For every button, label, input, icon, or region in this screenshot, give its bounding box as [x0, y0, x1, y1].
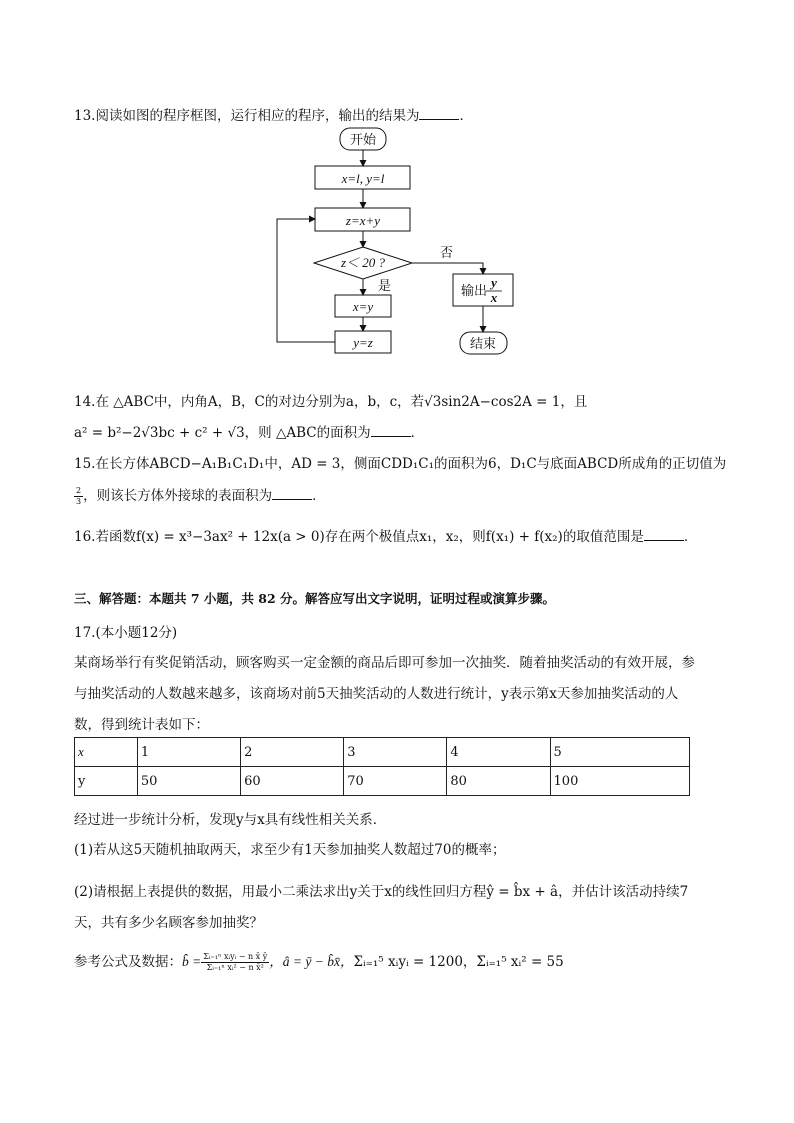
q14-line1-text: 14.在 △ABC中，内角A，B，C的对边分别为a，b，c，若√3sin2A−cos2A = 1，且 — [74, 394, 588, 410]
table-cell: 5 — [550, 738, 689, 767]
q17-paragraph-2: 与抽奖活动的人数越来越多，该商场对前5天抽奖活动的人数进行统计，y表示第x天参加抽奖活动的人 — [74, 686, 679, 702]
flow-assign-x-label: x=y — [352, 299, 374, 314]
table-cell: 60 — [241, 767, 344, 796]
flow-end-label: 结束 — [469, 336, 497, 351]
flow-yes-label: 是 — [378, 278, 392, 293]
table-cell: 100 — [550, 767, 689, 796]
q14-tail: ． — [410, 425, 425, 441]
q16-answer-blank — [644, 528, 684, 541]
table-cell: y — [75, 767, 138, 796]
table-row-x — [75, 738, 690, 767]
b-hat-fraction — [201, 952, 269, 973]
q15-line2 — [74, 484, 326, 507]
q16-text: 16.若函数f(x) = x³−3ax² + 12x(a > 0)存在两个极值点x₁，x₂，则f(x₁) + f(x₂)的取值范围是 — [74, 529, 644, 545]
q17-subquestion-1: (1)若从这5天随机抽取两天，求至少有1天参加抽奖人数超过70的概率； — [74, 842, 506, 858]
q13-tail: ． — [459, 108, 473, 124]
q15-line1-text: 15.在长方体ABCD−A₁B₁C₁D₁中，AD = 3，侧面CDD₁C₁的面积为6，D₁C与底面ABCD所成角的正切值为 — [74, 456, 727, 472]
sum-xy-value: Σᵢ₌₁⁵ xᵢyᵢ = 1200， — [353, 954, 477, 970]
flow-condition-label: z＜ 20 ? — [340, 255, 386, 270]
q15-fraction-denominator: 3 — [76, 497, 82, 506]
flow-output-label: 输出 — [461, 283, 488, 298]
table-cell: 80 — [447, 767, 550, 796]
flow-start-label: 开始 — [349, 132, 377, 147]
b-hat-denominator: Σᵢ₌₁ⁿ xᵢ² − n x̄² — [206, 963, 264, 972]
q15-line1 — [74, 452, 726, 472]
table-cell: 70 — [344, 767, 447, 796]
q15-line2-text: ，则该长方体外接球的表面积为 — [83, 488, 273, 504]
flow-sum-label: z=x+y — [345, 213, 381, 228]
table-cell: 50 — [137, 767, 240, 796]
table-cell: x — [75, 738, 138, 767]
table-cell: 4 — [447, 738, 550, 767]
q17-paragraph-1: 某商场举行有奖促销活动，顾客购买一定金额的商品后即可参加一次抽奖．随着抽奖活动的有效开展，参 — [74, 655, 695, 671]
q15-fraction-numerator: 2 — [76, 486, 82, 495]
flow-assign-y-label: y=z — [353, 335, 373, 350]
table-cell: 2 — [241, 738, 344, 767]
q13-text: 13.阅读如图的程序框图，运行相应的程序，输出的结果为 — [74, 108, 420, 124]
q15-tail: ． — [312, 488, 326, 504]
table-cell: 1 — [137, 738, 240, 767]
q15-fraction — [74, 486, 83, 507]
flow-init-label: x=l, y=l — [341, 171, 385, 186]
q16-line — [74, 525, 697, 545]
q14-answer-blank — [371, 424, 411, 437]
section-3-heading: 三、解答题：本题共 7 小题，共 82 分。解答应写出文字说明，证明过程或演算步骤。 — [74, 591, 556, 606]
table-cell: 3 — [344, 738, 447, 767]
q17-after-table: 经过进一步统计分析，发现y与x具有线性相关关系． — [74, 812, 387, 828]
flow-output-denominator: x — [490, 290, 498, 305]
reference-label: 参考公式及数据： — [74, 954, 182, 970]
q17-subquestion-2a: (2)请根据上表提供的数据，用最小二乘法求出y关于x的线性回归方程ŷ = b̂x + â，并估计该活动持续7 — [74, 884, 689, 900]
flowchart — [270, 126, 530, 358]
q14-line1 — [74, 390, 587, 410]
b-hat-numerator: Σᵢ₌₁ⁿ xᵢyᵢ − n x̄ ȳ — [203, 952, 268, 961]
stats-table — [74, 737, 690, 796]
q17-title: 17.(本小题12分) — [74, 625, 178, 641]
b-hat-symbol: b̂ = — [182, 954, 202, 969]
q14-line2 — [74, 421, 424, 441]
q13-line — [74, 104, 473, 124]
q13-answer-blank — [419, 107, 459, 120]
q17-paragraph-3: 数，得到统计表如下： — [74, 717, 209, 733]
q15-answer-blank — [272, 487, 312, 500]
a-hat-formula: ，â = ȳ − b̂x̄， — [269, 954, 354, 969]
q17-reference-line — [74, 950, 564, 973]
flow-output-numerator: y — [491, 275, 497, 290]
table-row-y — [75, 767, 690, 796]
q17-subquestion-2b: 天，共有多少名顾客参加抽奖？ — [74, 915, 263, 931]
q14-line2-text: a² = b²−2√3bc + c² + √3，则 △ABC的面积为 — [74, 425, 371, 441]
sum-x2-value: Σᵢ₌₁⁵ xᵢ² = 55 — [476, 954, 564, 970]
flow-no-label: 否 — [440, 245, 454, 260]
q16-tail: ． — [683, 529, 698, 545]
